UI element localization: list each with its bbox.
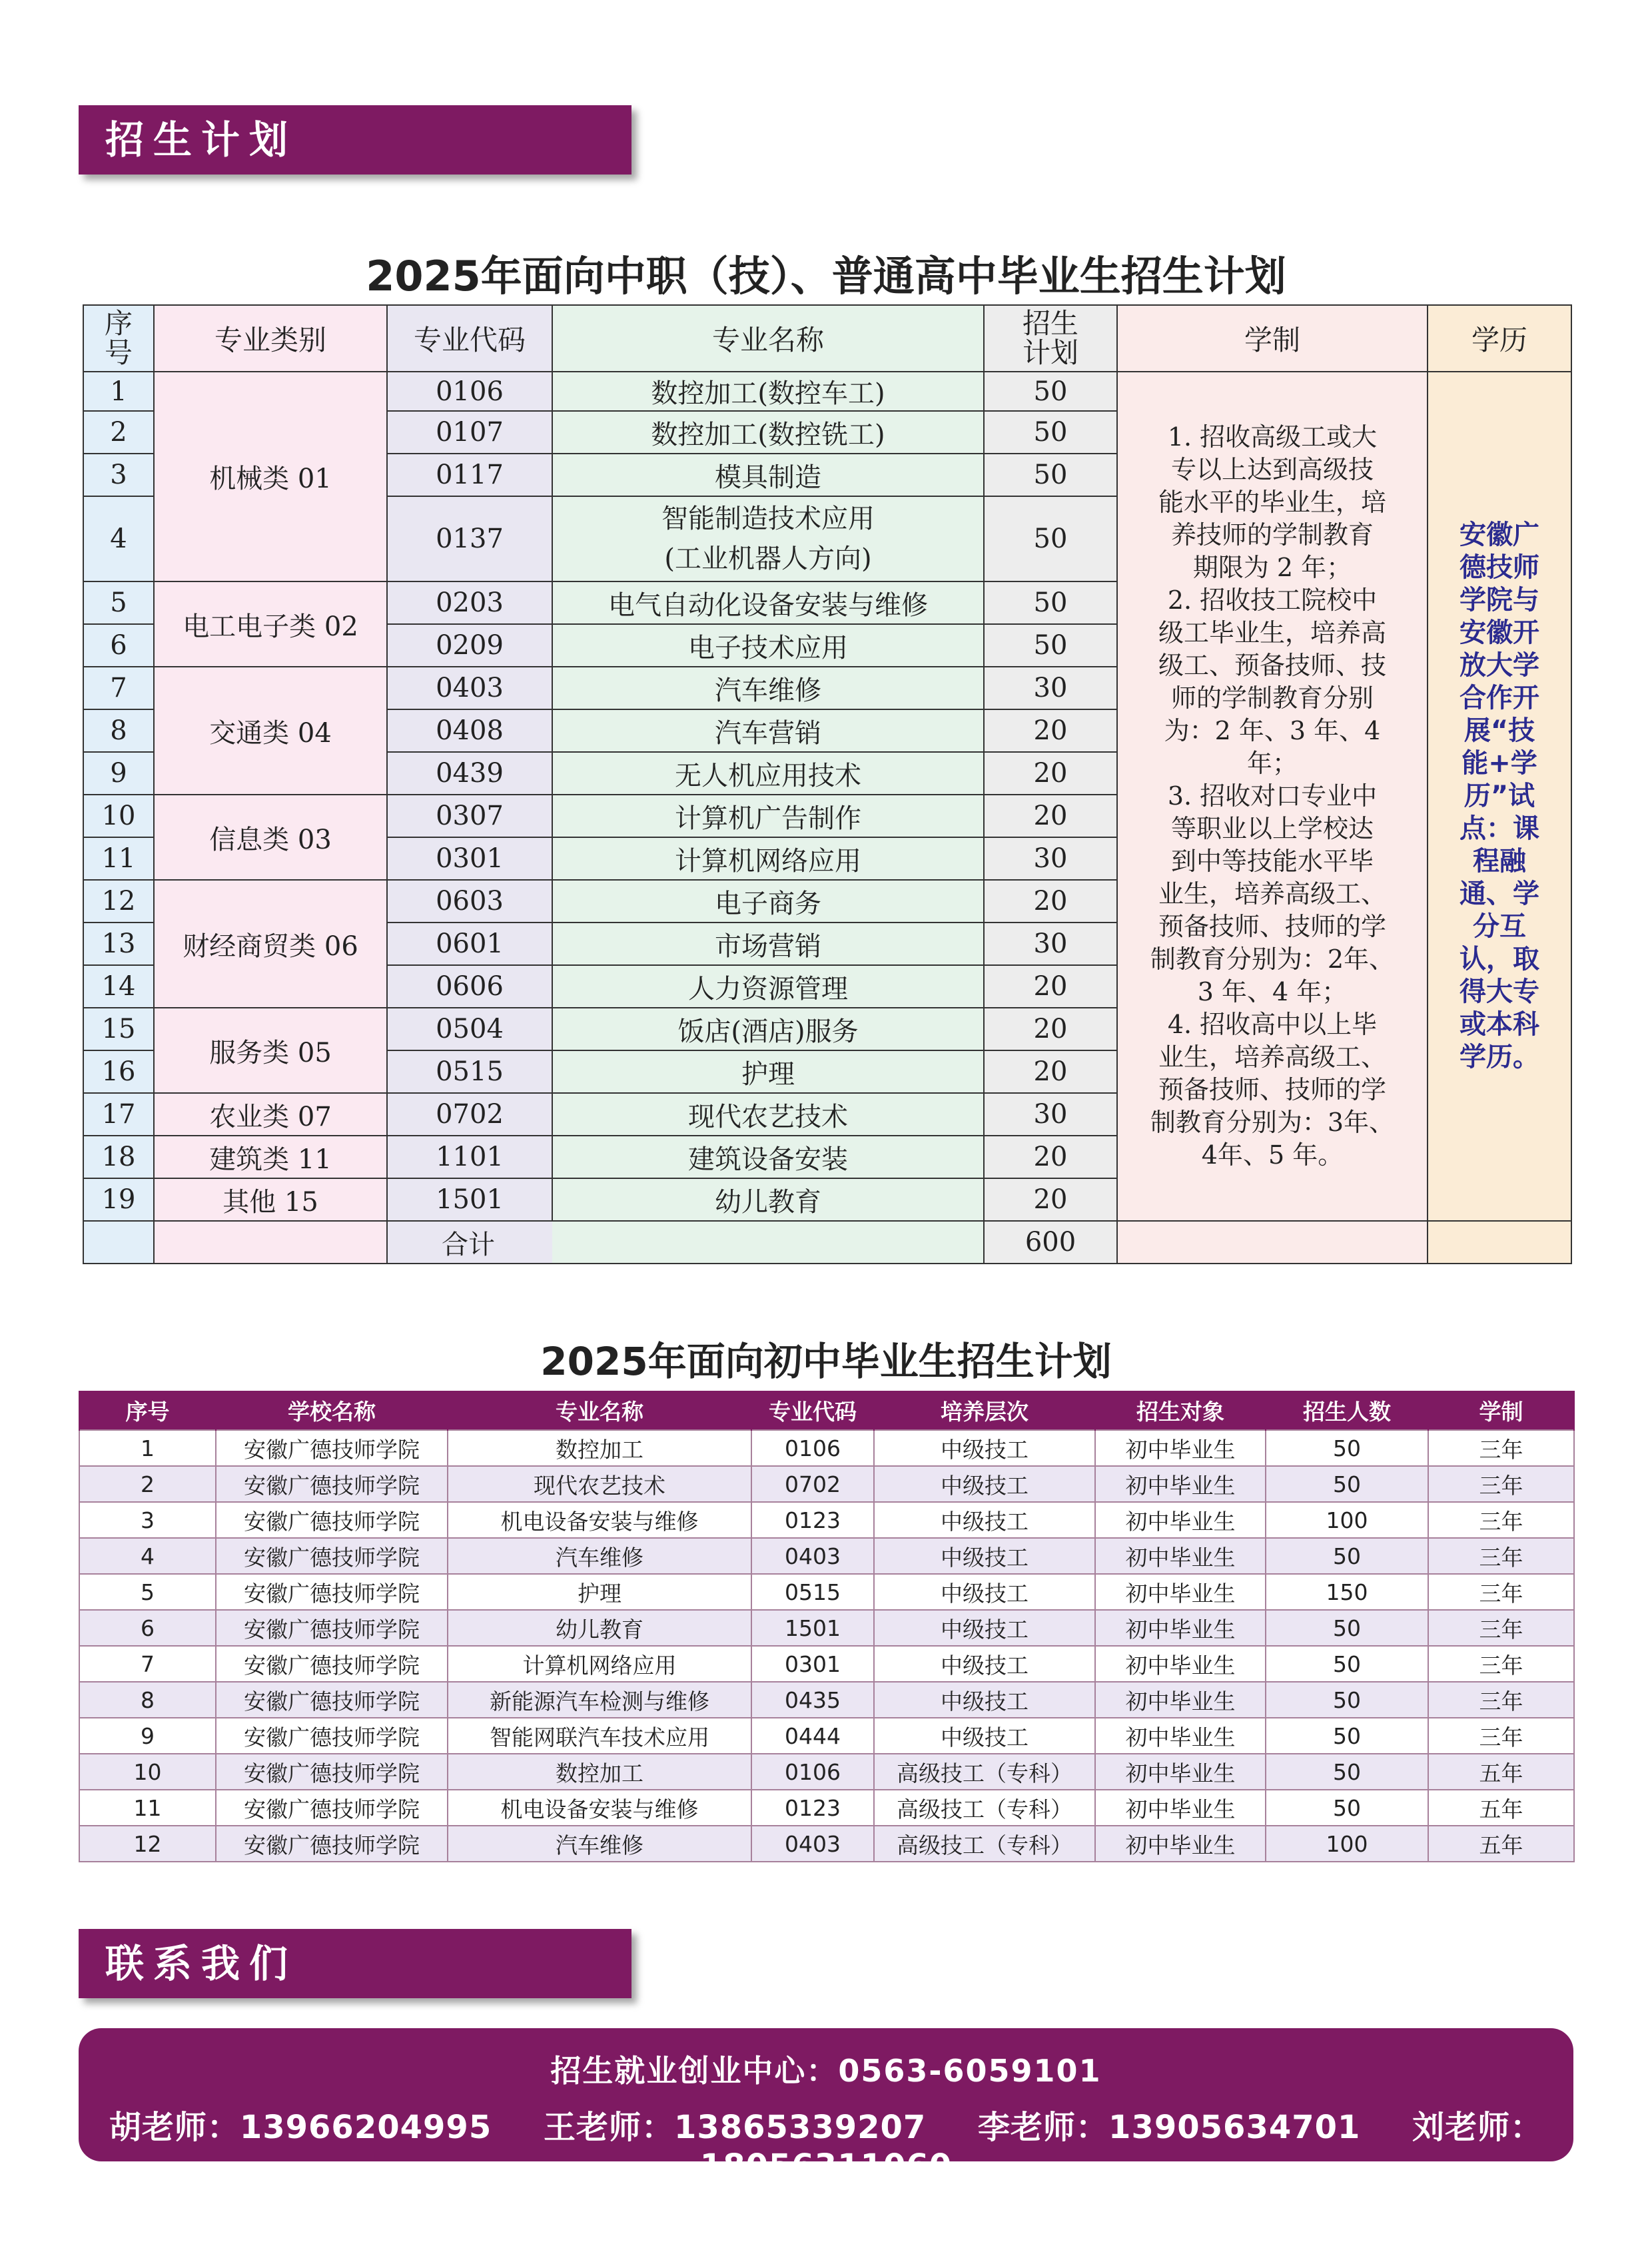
table2-header-row [79,1391,1574,1430]
row-no: 2 [79,1466,216,1502]
table-row [79,1718,1574,1754]
major-name: 汽车维修 [448,1826,751,1862]
enrollment-count: 50 [1266,1466,1428,1502]
duration: 三年 [1428,1502,1574,1538]
category-cell: 农业类 07 [154,1093,387,1136]
plan-cell: 30 [984,837,1117,880]
duration: 五年 [1428,1754,1574,1790]
plan-cell: 50 [984,454,1117,496]
plan-cell: 20 [984,752,1117,795]
category-cell: 财经商贸类 06 [154,880,387,1008]
plan-cell: 20 [984,1008,1117,1050]
school-name: 安徽广德技师学院 [216,1502,448,1538]
row-no: 6 [79,1610,216,1646]
plan-cell: 50 [984,581,1117,624]
duration: 三年 [1428,1682,1574,1718]
enrollment-count: 50 [1266,1790,1428,1826]
major-name-cell: 智能制造技术应用 (工业机器人方向) [552,496,984,581]
teacher-contact: 李老师：13905634701 [978,2109,1361,2146]
school-name: 安徽广德技师学院 [216,1790,448,1826]
duration: 三年 [1428,1646,1574,1682]
row-no: 10 [83,795,154,837]
major-name-cell: 人力资源管理 [552,965,984,1008]
header-plan: 招生 计划 [984,305,1117,372]
table-row [79,1502,1574,1538]
total-label: 合计 [552,1221,984,1264]
major-name-cell: 数控加工(数控车工) [552,372,984,411]
duration: 五年 [1428,1826,1574,1862]
code-cell: 0137 [387,496,552,581]
category-cell: 电工电子类 02 [154,581,387,667]
junior-high-plan-table [79,1391,1575,1862]
header-no: 序 号 [83,305,154,372]
plan-cell: 20 [984,795,1117,837]
school-name: 安徽广德技师学院 [216,1430,448,1466]
header-code: 专业代码 [387,305,552,372]
training-level: 高级技工（专科） [874,1826,1095,1862]
plan-cell: 50 [984,624,1117,667]
enrollment-count: 50 [1266,1538,1428,1574]
plan-cell: 30 [984,923,1117,965]
admission-center-phone: 招生就业创业中心：0563-6059101 [550,2053,1102,2089]
row-no: 17 [83,1093,154,1136]
total-value: 600 [984,1221,1117,1264]
table-row [79,1646,1574,1682]
code-cell: 0439 [387,752,552,795]
major-code: 0403 [751,1538,874,1574]
training-level: 中级技工 [874,1682,1095,1718]
category-cell: 交通类 04 [154,667,387,795]
degree-description: 安徽广 德技师 学院与 安徽开 放大学 合作开 展“技 能+学 历”试 点：课 程融 通、学 分互 认，取 得大专 或本科 学历。 [1428,372,1571,1221]
major-code: 0123 [751,1502,874,1538]
table-row [79,1682,1574,1718]
enrollment-count: 50 [1266,1610,1428,1646]
row-no: 8 [83,709,154,752]
code-cell: 0203 [387,581,552,624]
major-name-cell: 汽车营销 [552,709,984,752]
target-students: 初中毕业生 [1095,1466,1266,1502]
code-cell: 0702 [387,1093,552,1136]
plan-cell: 30 [984,1093,1117,1136]
major-name: 数控加工 [448,1430,751,1466]
code-cell: 0106 [387,372,552,411]
total-blank [83,1221,154,1264]
plan-cell: 20 [984,1050,1117,1093]
major-name-cell: 电子商务 [552,880,984,923]
row-no: 12 [83,880,154,923]
code-cell: 1101 [387,1136,552,1178]
enrollment-count: 50 [1266,1754,1428,1790]
section-banner-enrollment-plan: 招生计划 [79,105,631,175]
duration: 三年 [1428,1430,1574,1466]
school-name: 安徽广德技师学院 [216,1682,448,1718]
major-name-cell: 现代农艺技术 [552,1093,984,1136]
code-cell: 0603 [387,880,552,923]
major-name: 计算机网络应用 [448,1646,751,1682]
enrollment-count: 50 [1266,1430,1428,1466]
row-no: 1 [79,1430,216,1466]
category-cell: 其他 15 [154,1178,387,1221]
category-cell: 机械类 01 [154,372,387,581]
code-cell: 0107 [387,411,552,454]
major-name-cell: 模具制造 [552,454,984,496]
enrollment-count: 100 [1266,1502,1428,1538]
header-code: 专业代码 [751,1391,874,1430]
major-code: 1501 [751,1610,874,1646]
major-code: 0403 [751,1826,874,1862]
training-level: 中级技工 [874,1646,1095,1682]
row-no: 4 [83,496,154,581]
header-level: 培养层次 [874,1391,1095,1430]
training-level: 高级技工（专科） [874,1754,1095,1790]
row-no: 18 [83,1136,154,1178]
code-cell: 0307 [387,795,552,837]
row-no: 11 [79,1790,216,1826]
target-students: 初中毕业生 [1095,1826,1266,1862]
header-major: 专业名称 [448,1391,751,1430]
row-no: 9 [79,1718,216,1754]
teacher-contact: 王老师：13865339207 [543,2109,927,2146]
major-name: 机电设备安装与维修 [448,1790,751,1826]
section-banner-contact-us: 联系我们 [79,1929,631,1998]
vocational-highschool-plan-table [83,304,1572,1264]
major-name-cell: 护理 [552,1050,984,1093]
row-no: 13 [83,923,154,965]
duration-description: 1. 招收高级工或大 专以上达到高级技 能水平的毕业生，培 养技师的学制教育 期限为 2 年； 2. 招收技工院校中 级工毕业生，培养高 级工、预备技师、技 师的学制教育分别 为：2 年、3 年、4 年； 3. 招收对口专业中 等职业以上学校达 到中等技能水平毕 业生，培养高级工、 预备技师、技师的学 制教育分别为：2年、 3 年、4 年； 4. 招收高中以上毕 业生，培养高级工、 预备技师、技师的学 制教育分别为：3年、 4年、5 年。 [1117,372,1428,1221]
header-duration: 学制 [1428,1391,1574,1430]
contact-box [79,2028,1573,2185]
plan-cell: 20 [984,709,1117,752]
table-row [79,1574,1574,1610]
training-level: 中级技工 [874,1610,1095,1646]
major-name: 幼儿教育 [448,1610,751,1646]
major-name-cell: 建筑设备安装 [552,1136,984,1178]
header-school: 学校名称 [216,1391,448,1430]
major-code: 0515 [751,1574,874,1610]
training-level: 中级技工 [874,1430,1095,1466]
duration: 三年 [1428,1610,1574,1646]
duration: 三年 [1428,1538,1574,1574]
training-level: 中级技工 [874,1466,1095,1502]
plan-cell: 20 [984,880,1117,923]
target-students: 初中毕业生 [1095,1430,1266,1466]
target-students: 初中毕业生 [1095,1790,1266,1826]
teacher-contacts [79,2101,1573,2185]
table-row [79,1610,1574,1646]
major-code: 0106 [751,1754,874,1790]
category-cell: 建筑类 11 [154,1136,387,1178]
header-duration: 学制 [1117,305,1428,372]
major-name-cell: 计算机广告制作 [552,795,984,837]
header-target: 招生对象 [1095,1391,1266,1430]
major-name-cell: 电子技术应用 [552,624,984,667]
total-blank [154,1221,387,1264]
row-no: 3 [83,454,154,496]
total-blank [1428,1221,1571,1264]
code-cell: 0601 [387,923,552,965]
major-code: 0702 [751,1466,874,1502]
header-category: 专业类别 [154,305,387,372]
major-name: 现代农艺技术 [448,1466,751,1502]
table-row [79,1466,1574,1502]
major-name: 智能网联汽车技术应用 [448,1718,751,1754]
row-no: 3 [79,1502,216,1538]
target-students: 初中毕业生 [1095,1538,1266,1574]
major-code: 0123 [751,1790,874,1826]
duration: 五年 [1428,1790,1574,1826]
table-row [79,1430,1574,1466]
enrollment-count: 50 [1266,1682,1428,1718]
row-no: 9 [83,752,154,795]
target-students: 初中毕业生 [1095,1682,1266,1718]
major-name: 新能源汽车检测与维修 [448,1682,751,1718]
duration: 三年 [1428,1718,1574,1754]
plan-cell: 50 [984,496,1117,581]
major-name-cell: 幼儿教育 [552,1178,984,1221]
row-no: 11 [83,837,154,880]
row-no: 14 [83,965,154,1008]
target-students: 初中毕业生 [1095,1754,1266,1790]
enrollment-count: 50 [1266,1718,1428,1754]
target-students: 初中毕业生 [1095,1610,1266,1646]
enrollment-count: 50 [1266,1646,1428,1682]
header-name: 专业名称 [552,305,984,372]
duration: 三年 [1428,1574,1574,1610]
plan-cell: 20 [984,965,1117,1008]
row-no: 7 [83,667,154,709]
code-cell: 0403 [387,667,552,709]
training-level: 高级技工（专科） [874,1790,1095,1826]
school-name: 安徽广德技师学院 [216,1610,448,1646]
table-row [83,372,1571,411]
major-name: 护理 [448,1574,751,1610]
school-name: 安徽广德技师学院 [216,1718,448,1754]
major-name-cell: 市场营销 [552,923,984,965]
major-name-cell: 饭店(酒店)服务 [552,1008,984,1050]
major-code: 0106 [751,1430,874,1466]
school-name: 安徽广德技师学院 [216,1754,448,1790]
enrollment-count: 150 [1266,1574,1428,1610]
row-no: 5 [83,581,154,624]
row-no: 16 [83,1050,154,1093]
plan-cell: 50 [984,411,1117,454]
training-level: 中级技工 [874,1718,1095,1754]
major-name-cell: 汽车维修 [552,667,984,709]
row-no: 8 [79,1682,216,1718]
enrollment-count: 100 [1266,1826,1428,1862]
school-name: 安徽广德技师学院 [216,1646,448,1682]
header-no: 序号 [79,1391,216,1430]
code-cell: 0606 [387,965,552,1008]
code-cell: 0408 [387,709,552,752]
school-name: 安徽广德技师学院 [216,1466,448,1502]
code-cell: 0515 [387,1050,552,1093]
major-name-cell: 数控加工(数控铣工) [552,411,984,454]
major-name-cell: 计算机网络应用 [552,837,984,880]
major-code: 0301 [751,1646,874,1682]
table-row [79,1790,1574,1826]
plan-cell: 20 [984,1136,1117,1178]
school-name: 安徽广德技师学院 [216,1826,448,1862]
teacher-contact: 胡老师：13966204995 [109,2109,492,2146]
row-no: 5 [79,1574,216,1610]
target-students: 初中毕业生 [1095,1574,1266,1610]
row-no: 15 [83,1008,154,1050]
row-no: 10 [79,1754,216,1790]
total-blank [1117,1221,1428,1264]
table1-title: 2025年面向中职（技）、普通高中毕业生招生计划 [366,252,1286,300]
school-name: 安徽广德技师学院 [216,1574,448,1610]
category-cell: 服务类 05 [154,1008,387,1093]
training-level: 中级技工 [874,1502,1095,1538]
target-students: 初中毕业生 [1095,1646,1266,1682]
row-no: 2 [83,411,154,454]
code-cell: 0117 [387,454,552,496]
code-cell: 1501 [387,1178,552,1221]
code-cell: 0504 [387,1008,552,1050]
duration: 三年 [1428,1466,1574,1502]
training-level: 中级技工 [874,1538,1095,1574]
target-students: 初中毕业生 [1095,1502,1266,1538]
plan-cell: 50 [984,372,1117,411]
total-row [83,1221,1571,1264]
major-name-cell: 电气自动化设备安装与维修 [552,581,984,624]
table2-title: 2025年面向初中毕业生招生计划 [540,1339,1112,1384]
row-no: 6 [83,624,154,667]
plan-cell: 30 [984,667,1117,709]
school-name: 安徽广德技师学院 [216,1538,448,1574]
table-row [79,1826,1574,1862]
header-count: 招生人数 [1266,1391,1428,1430]
row-no: 19 [83,1178,154,1221]
table-row [79,1538,1574,1574]
training-level: 中级技工 [874,1574,1095,1610]
header-degree: 学历 [1428,305,1571,372]
major-code: 0444 [751,1718,874,1754]
major-name: 汽车维修 [448,1538,751,1574]
code-cell: 0301 [387,837,552,880]
major-name: 数控加工 [448,1754,751,1790]
code-cell: 0209 [387,624,552,667]
major-name: 机电设备安装与维修 [448,1502,751,1538]
row-no: 12 [79,1826,216,1862]
table-row [79,1754,1574,1790]
major-code: 0435 [751,1682,874,1718]
row-no: 4 [79,1538,216,1574]
major-name-cell: 无人机应用技术 [552,752,984,795]
row-no: 7 [79,1646,216,1682]
table1-header-row [83,305,1571,372]
row-no: 1 [83,372,154,411]
target-students: 初中毕业生 [1095,1718,1266,1754]
plan-cell: 20 [984,1178,1117,1221]
category-cell: 信息类 03 [154,795,387,880]
teacher-contact: 刘老师：18056311060 [699,2109,1543,2185]
